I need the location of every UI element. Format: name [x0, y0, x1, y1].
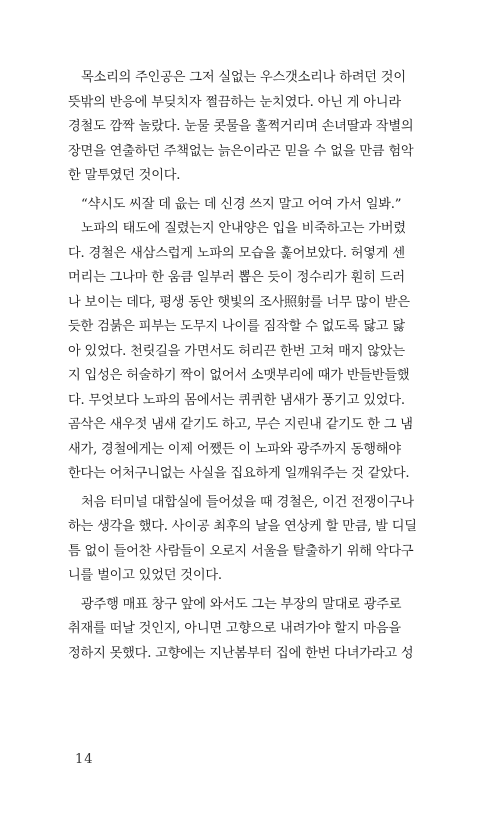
text-line: 틈 없이 들어찬 사람들이 오로지 서울을 탈출하기 위해 악다구	[68, 543, 414, 559]
text-line: 다. 무엇보다 노파의 몸에서는 퀴퀴한 냄새가 풍기고 있었다.	[68, 392, 405, 408]
text-line: 곰삭은 새우젓 냄새 같기도 하고, 무슨 지린내 같기도 한 그 냄	[68, 417, 413, 432]
text-line: 노파의 태도에 질렸는지 안내양은 입을 비죽하고는 가버렸	[81, 221, 406, 236]
page-number: 14	[75, 752, 94, 767]
text-line: 한 말투였던 것이다.	[68, 168, 181, 183]
text-line: 장면을 연출하던 주책없는 늙은이라곤 믿을 수 없을 만큼 험악	[68, 143, 414, 159]
text-line: 한다는 어처구니없는 사실을 집요하게 일깨워주는 것 같았다.	[68, 466, 410, 481]
text-line: 다. 경철은 새삼스럽게 노파의 모습을 훑어보았다. 허옇게 센	[68, 245, 405, 261]
text-line: 광주행 매표 창구 앞에 와서도 그는 부장의 말대로 광주로	[81, 596, 402, 612]
text-line: 아 있었다. 천릿길을 가면서도 허리끈 한번 고쳐 매지 않았는	[68, 343, 405, 359]
text-line: 취재를 떠날 것인지, 아니면 고향으로 내려가야 할지 마음을	[68, 621, 401, 636]
text-line: 나 보이는 데다, 평생 동안 햇빛의 조사照射를 너무 많이 받은	[68, 294, 410, 310]
text-line: “샥시도 씨잘 데 읎는 데 신경 쓰지 말고 어여 가서 일봐.”	[81, 196, 402, 212]
text-line: 듯한 검붉은 피부는 도무지 나이를 짐작할 수 없도록 닳고 닳	[68, 319, 405, 334]
text-line: 니를 벌이고 있었던 것이다.	[68, 568, 222, 583]
text-line: 지 입성은 허술하기 짝이 없어서 소맷부리에 때가 반들반들했	[68, 368, 410, 383]
text-line: 처음 터미널 대합실에 들어섰을 때 경철은, 이건 전쟁이구나	[81, 494, 414, 510]
text-line: 하는 생각을 했다. 사이공 최후의 날을 연상케 할 만큼, 발 디딜	[68, 519, 417, 534]
text-line: 새가, 경철에게는 이제 어쨌든 이 노파와 광주까지 동행해야	[68, 441, 401, 457]
body-text	[68, 66, 434, 666]
text-line: 경철도 깜짝 놀랐다. 눈물 콧물을 훌쩍거리며 손녀딸과 작별의	[68, 119, 414, 134]
text-line: 뜻밖의 반응에 부딪치자 쩔끔하는 눈치였다. 아닌 게 아니라	[68, 94, 401, 110]
text-line: 머리는 그나마 한 움큼 일부러 뽑은 듯이 정수리가 훤히 드러	[68, 270, 405, 285]
text-line: 목소리의 주인공은 그저 실없는 우스갯소리나 하려던 것이	[81, 70, 406, 85]
text-line: 정하지 못했다. 고향에는 지난봄부터 집에 한번 다녀가라고 성	[68, 645, 414, 661]
